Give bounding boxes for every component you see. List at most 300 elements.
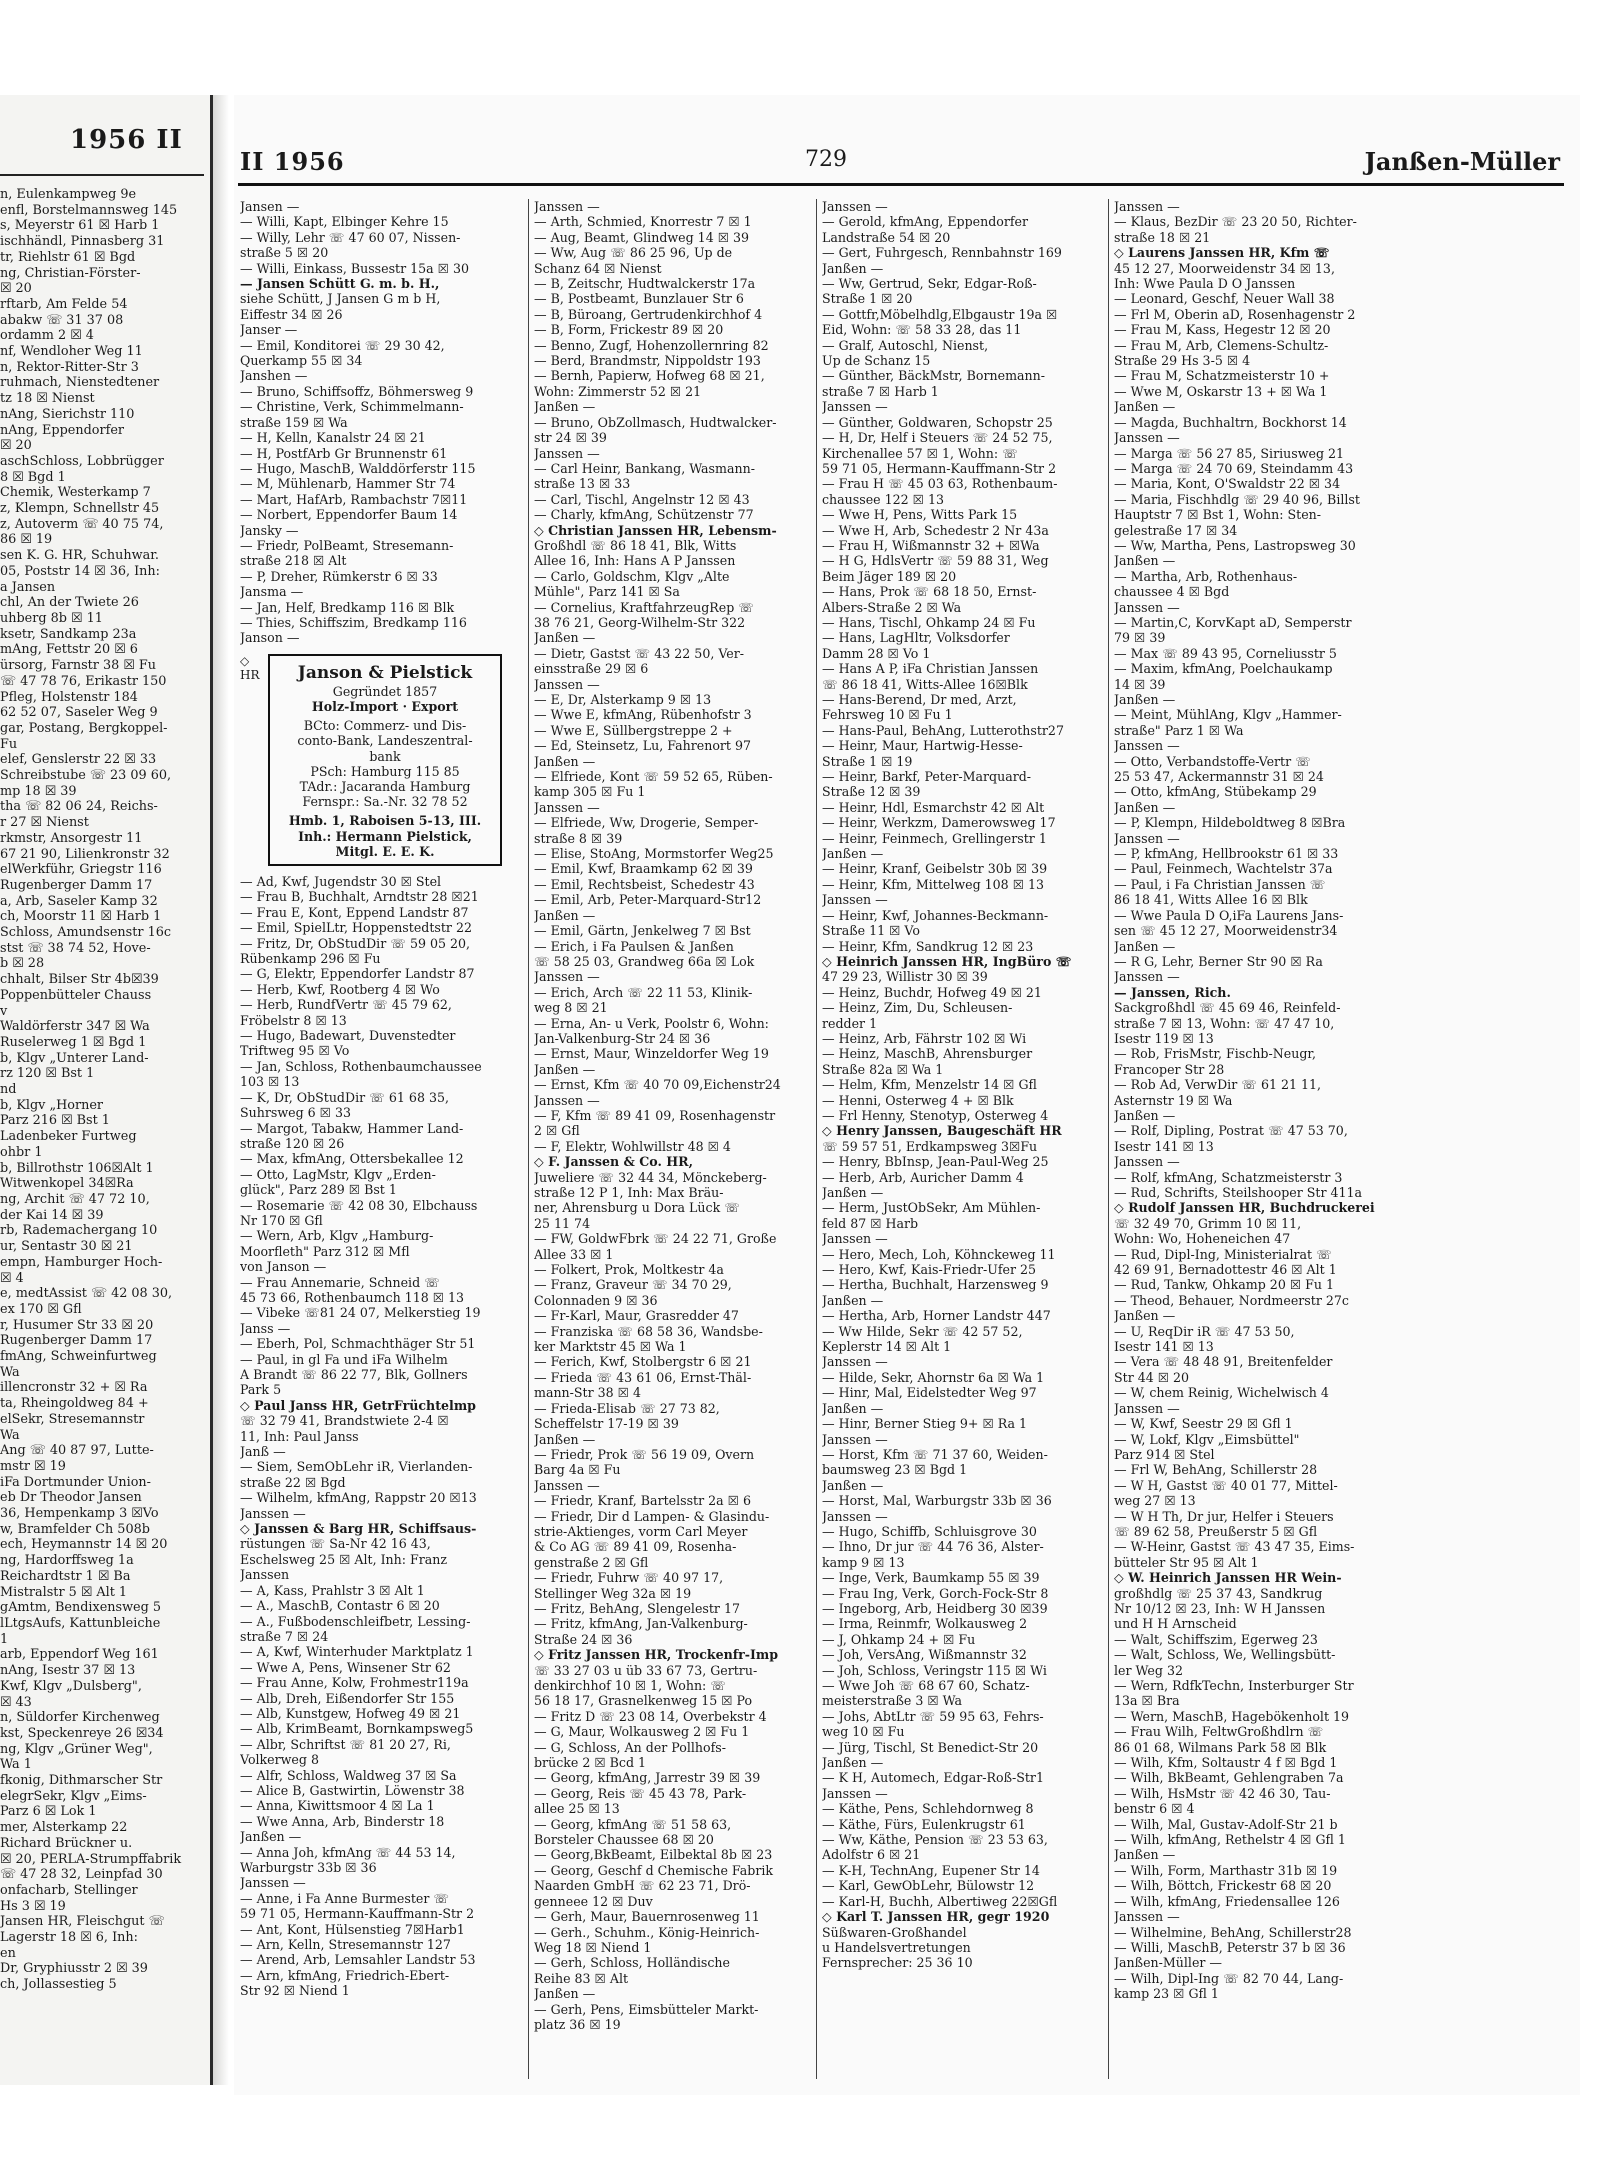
directory-entry: ☏ 47 28 32, Leinpfad 30 xyxy=(0,1867,163,1883)
directory-entry: — Ad, Kwf, Jugendstr 30 ☒ Stel xyxy=(240,874,442,890)
directory-entry: Janßen-Müller — xyxy=(1114,1955,1223,1971)
directory-entry: ☒ 20, PERLA-Strumpffabrik xyxy=(0,1851,182,1867)
directory-entry: — Max ☏ 89 43 95, Corneliusstr 5 xyxy=(1114,645,1337,661)
directory-entry: en xyxy=(0,1945,16,1961)
directory-entry: — Käthe, Fürs, Eulenkrugstr 61 xyxy=(822,1816,1026,1832)
directory-entry: ner, Ahrensburg u Dora Lück ☏ xyxy=(534,1200,740,1216)
directory-entry: ohbr 1 xyxy=(0,1144,43,1160)
page-year: II 1956 xyxy=(240,147,345,176)
directory-entry: — Ferich, Kwf, Stolbergstr 6 ☒ 21 xyxy=(534,1354,752,1370)
directory-entry: nAng, Eppendorfer xyxy=(0,422,125,438)
directory-entry: Schloss, Amundsenstr 16c xyxy=(0,925,172,941)
directory-entry: Naarden GmbH ☏ 62 23 71, Drö- xyxy=(534,1878,751,1894)
directory-entry: 13a ☒ Bra xyxy=(1114,1693,1180,1709)
directory-entry: ◇ Paul Janss HR, GetrFrüchtelmp xyxy=(240,1397,476,1413)
directory-entry: — Dietr, Gastst ☏ 43 22 50, Ver- xyxy=(534,645,745,661)
directory-entry: — Rob Ad, VerwDir ☏ 61 21 11, xyxy=(1114,1077,1322,1093)
directory-entry: — Alice B, Gastwirtin, Löwenstr 38 xyxy=(240,1782,465,1798)
directory-entry: Rübenkamp 296 ☒ Fu xyxy=(240,951,381,967)
directory-entry: — W, Lokf, Klgv „Eimsbüttel" xyxy=(1114,1431,1300,1447)
directory-entry: Colonnaden 9 ☒ 36 xyxy=(534,1292,658,1308)
directory-entry: benstr 6 ☒ 4 xyxy=(1114,1801,1195,1817)
directory-entry: Kwf, Klgv „Dulsberg", xyxy=(0,1678,142,1694)
directory-entry: Großhdl ☏ 86 18 41, Blk, Witts xyxy=(534,537,737,553)
directory-entry: Janssen — xyxy=(1114,969,1180,985)
directory-entry: — Gerh., Schuhm., König-Heinrich- xyxy=(534,1924,760,1940)
directory-entry: ◇ W. Heinrich Janssen HR Wein- xyxy=(1114,1570,1342,1586)
directory-entry: — Irma, Reinmfr, Wolkausweg 2 xyxy=(822,1616,1028,1632)
directory-entry: straße 120 ☒ 26 xyxy=(240,1135,345,1151)
directory-entry: Janßen — xyxy=(1114,1107,1176,1123)
directory-entry: Park 5 xyxy=(240,1382,282,1398)
directory-entry: Jan-Valkenburg-Str 24 ☒ 36 xyxy=(534,1030,711,1046)
directory-entry: — Bruno, ObZollmasch, Hudtwalcker- xyxy=(534,414,777,430)
directory-entry: — Ed, Steinsetz, Lu, Fahrenort 97 xyxy=(534,738,752,754)
directory-entry: — Georg, Reis ☏ 45 43 78, Park- xyxy=(534,1785,747,1801)
directory-entry: — Karl-H, Buchh, Albertiweg 22☒Gfl xyxy=(822,1893,1058,1909)
directory-entry: elSekr, Stresemannstr xyxy=(0,1411,145,1427)
directory-entry: — Hinr, Mal, Eidelstedter Weg 97 xyxy=(822,1385,1037,1401)
directory-entry: — M, Mühlenarb, Hammer Str 74 xyxy=(240,476,456,492)
directory-entry: — Willi, Kapt, Elbinger Kehre 15 xyxy=(240,214,449,230)
directory-entry: rüstungen ☏ Sa-Nr 42 16 43, xyxy=(240,1536,431,1552)
directory-entry: ☏ 86 18 41, Witts-Allee 16☒Blk xyxy=(822,676,1028,692)
directory-entry: Wohn: Wo, Hoheneichen 47 xyxy=(1114,1231,1291,1247)
directory-entry: — F, Elektr, Wohlwillstr 48 ☒ 4 xyxy=(534,1138,731,1154)
directory-entry: — Wwe H, Pens, Witts Park 15 xyxy=(822,507,1018,523)
directory-entry: — W H Th, Dr jur, Helfer i Steuers xyxy=(1114,1508,1334,1524)
directory-entry: ng, Christian-Förster- xyxy=(0,265,141,281)
directory-entry: gar, Postang, Bergkoppel- xyxy=(0,720,168,736)
directory-entry: Str 92 ☒ Niend 1 xyxy=(240,1983,350,1999)
directory-entry: — Alfr, Schloss, Waldweg 37 ☒ Sa xyxy=(240,1767,457,1783)
directory-entry: ☏ 47 78 76, Erikastr 150 xyxy=(0,673,167,689)
directory-entry: — R G, Lehr, Berner Str 90 ☒ Ra xyxy=(1114,953,1323,969)
directory-entry: Up de Schanz 15 xyxy=(822,353,931,369)
directory-entry: — Heinr, Kfm, Mittelweg 108 ☒ 13 xyxy=(822,876,1045,892)
directory-entry: chaussee 4 ☒ Bgd xyxy=(1114,584,1230,600)
directory-entry: — Emil, Arb, Peter-Marquard-Str12 xyxy=(534,892,762,908)
directory-entry: straße 8 ☒ 39 xyxy=(534,830,623,846)
directory-entry: Inh: Wwe Paula D O Janssen xyxy=(1114,276,1296,292)
directory-entry: ◇ Rudolf Janssen HR, Buchdruckerei xyxy=(1114,1200,1375,1216)
directory-entry: — Anna, Kiwittsmoor 4 ☒ La 1 xyxy=(240,1798,435,1814)
directory-entry: elWerkführ, Griegstr 116 xyxy=(0,862,162,878)
directory-entry: — Eberh, Pol, Schmachthäger Str 51 xyxy=(240,1336,476,1352)
directory-entry: Rugenberger Damm 17 xyxy=(0,877,153,893)
directory-entry: — Erich, Arch ☏ 22 11 53, Klinik- xyxy=(534,984,753,1000)
directory-entry: Janßen — xyxy=(534,1431,596,1447)
directory-entry: ürsorg, Farnstr 38 ☒ Fu xyxy=(0,658,156,674)
directory-entry: — Frl Henny, Stenotyp, Osterweg 4 xyxy=(822,1107,1049,1123)
directory-entry: Wa 1 xyxy=(0,1757,32,1773)
directory-entry: — Maxim, kfmAng, Poelchaukamp xyxy=(1114,661,1333,677)
directory-entry: — Alb, Kunstgew, Hofweg 49 ☒ 21 xyxy=(240,1705,461,1721)
directory-entry: Volkerweg 8 xyxy=(240,1752,319,1768)
directory-entry: 59 71 05, Hermann-Kauffmann-Str 2 xyxy=(822,460,1057,476)
directory-entry: — Heinz, Arb, Fährstr 102 ☒ Wi xyxy=(822,1030,1027,1046)
directory-entry: — Cornelius, KraftfahrzeugRep ☏ xyxy=(534,599,755,615)
directory-entry: Isestr 119 ☒ 13 xyxy=(1114,1030,1214,1046)
directory-entry: — Elfriede, Kont ☏ 59 52 65, Rüben- xyxy=(534,769,773,785)
directory-entry: Janßen — xyxy=(822,1400,884,1416)
directory-entry: — H, Kelln, Kanalstr 24 ☒ 21 xyxy=(240,430,426,446)
ad-company-name: Janson & Pielstick xyxy=(297,662,473,683)
directory-entry: Janssen — xyxy=(1114,430,1180,446)
directory-entry: — Heinz, Zim, Du, Schleusen- xyxy=(822,1000,1013,1016)
directory-entry: straße 22 ☒ Bgd xyxy=(240,1474,346,1490)
column-1-entries-bottom xyxy=(240,874,520,1999)
directory-entry: Lagerstr 18 ☒ 6, Inh: xyxy=(0,1930,138,1946)
directory-entry: enfl, Borstelmannsweg 145 xyxy=(0,202,178,218)
directory-entry: — Rolf, Dipling, Postrat ☏ 47 53 70, xyxy=(1114,1123,1348,1139)
directory-entry: — Frau M, Arb, Clemens-Schultz- xyxy=(1114,337,1329,353)
directory-entry: — Heinr, Kranf, Geibelstr 30b ☒ 39 xyxy=(822,861,1048,877)
directory-entry: — Frau M, Schatzmeisterstr 10 + xyxy=(1114,368,1330,384)
directory-entry: ex 170 ☒ Gfl xyxy=(0,1301,82,1317)
directory-entry: 11, Inh: Paul Janss xyxy=(240,1428,359,1444)
directory-entry: — Heinz, MaschB, Ahrensburger xyxy=(822,1046,1033,1062)
directory-entry: Janssen — xyxy=(534,445,600,461)
directory-entry: — Hans, Tischl, Ohkamp 24 ☒ Fu xyxy=(822,614,1036,630)
directory-entry: Borsteler Chaussee 68 ☒ 20 xyxy=(534,1832,714,1848)
directory-entry: 45 73 66, Rothenbaumch 118 ☒ 13 xyxy=(240,1289,465,1305)
directory-entry: — P, Klempn, Hildeboldtweg 8 ☒Bra xyxy=(1114,815,1346,831)
directory-entry: — Hertha, Buchhalt, Harzensweg 9 xyxy=(822,1277,1049,1293)
directory-entry: — Otto, kfmAng, Stübekamp 29 xyxy=(1114,784,1317,800)
directory-entry: Triftweg 95 ☒ Vo xyxy=(240,1043,350,1059)
directory-entry: — Elise, StoAng, Mormstorfer Weg25 xyxy=(534,846,774,862)
directory-entry: z, Klempn, Schnellstr 45 xyxy=(0,501,160,517)
directory-entry: Dr, Gryphiusstr 2 ☒ 39 xyxy=(0,1961,148,1977)
header-rule xyxy=(238,183,1564,186)
directory-entry: — Friedr, Kranf, Bartelsstr 2a ☒ 6 xyxy=(534,1493,751,1509)
ad-telegram: TAdr.: Jacaranda Hamburg xyxy=(299,779,471,794)
directory-entry: r 27 ☒ Nienst xyxy=(0,815,89,831)
directory-entry: kst, Speckenreye 26 ☒34 xyxy=(0,1725,164,1741)
directory-entry: Reichardtstr 1 ☒ Ba xyxy=(0,1568,131,1584)
directory-entry: ruhmach, Nienstedtener xyxy=(0,375,160,391)
directory-entry: gelestraße 17 ☒ 34 xyxy=(1114,522,1238,538)
directory-entry: Janssen — xyxy=(1114,599,1180,615)
directory-entry: — Arn, kfmAng, Friedrich-Ebert- xyxy=(240,1967,450,1983)
directory-entry: Parz 6 ☒ Lok 1 xyxy=(0,1804,97,1820)
directory-entry: ☒ 43 xyxy=(0,1694,32,1710)
directory-entry: Pfleg, Holstenstr 184 xyxy=(0,689,138,705)
directory-entry: z, Autoverm ☏ 40 75 74, xyxy=(0,516,164,532)
directory-entry: Janßen — xyxy=(822,1477,884,1493)
directory-entry: ker Marktstr 45 ☒ Wa 1 xyxy=(534,1339,687,1355)
directory-entry: ng, Hardorffsweg 1a xyxy=(0,1553,134,1569)
column-divider xyxy=(1108,199,1109,2079)
directory-entry: rz 120 ☒ Bst 1 xyxy=(0,1066,95,1082)
directory-entry: — Arend, Arb, Lemsahler Landstr 53 xyxy=(240,1952,476,1968)
directory-entry: — Wwe E, Süllbergstreppe 2 + xyxy=(534,722,733,738)
directory-entry: — K, Dr, ObStudDir ☏ 61 68 35, xyxy=(240,1089,449,1105)
directory-entry: — Friedr, Dir d Lampen- & Glasindu- xyxy=(534,1508,770,1524)
directory-entry: — Hero, Mech, Loh, Köhnckeweg 11 xyxy=(822,1246,1056,1262)
directory-entry: 36, Hempenkamp 3 ☒Vo xyxy=(0,1506,159,1522)
directory-entry: — Elfriede, Ww, Drogerie, Semper- xyxy=(534,815,759,831)
directory-entry: — Heinz, Buchdr, Hofweg 49 ☒ 21 xyxy=(822,984,1042,1000)
directory-entry: — Albr, Schriftst ☏ 81 20 27, Ri, xyxy=(240,1736,451,1752)
directory-entry: Poppenbütteler Chauss xyxy=(0,987,152,1003)
directory-entry: — Hugo, Schiffb, Schluisgrove 30 xyxy=(822,1523,1037,1539)
directory-entry: — Emil, Rechtsbeist, Schedestr 43 xyxy=(534,876,755,892)
directory-entry: Janssen — xyxy=(1114,199,1180,214)
directory-entry: abakw ☏ 31 37 08 xyxy=(0,312,124,328)
directory-entry: fkonig, Dithmarscher Str xyxy=(0,1773,163,1789)
directory-entry: — Wilh, Kfm, Soltaustr 4 f ☒ Bgd 1 xyxy=(1114,1755,1338,1771)
directory-entry: strie-Aktienges, vorm Carl Meyer xyxy=(534,1523,748,1539)
directory-entry: — Johs, AbtLtr ☏ 59 95 63, Fehrs- xyxy=(822,1708,1044,1724)
directory-entry: brücke 2 ☒ Bcd 1 xyxy=(534,1755,647,1771)
directory-entry: ur, Sentastr 30 ☒ 21 xyxy=(0,1239,133,1255)
directory-entry: Waldörferstr 347 ☒ Wa xyxy=(0,1019,150,1035)
directory-entry: — Heinr, Werkzm, Damerowsweg 17 xyxy=(822,815,1056,831)
directory-entry: — Franziska ☏ 68 58 36, Wandsbe- xyxy=(534,1323,763,1339)
directory-entry: — Heinr, Feinmech, Grellingerstr 1 xyxy=(822,830,1047,846)
directory-entry: ☏ 59 57 51, Erdkampsweg 3☒Fu xyxy=(822,1138,1038,1154)
directory-entry: — Wwe H, Arb, Schedestr 2 Nr 43a xyxy=(822,522,1049,538)
directory-entry: — Ww, Gertrud, Sekr, Edgar-Roß- xyxy=(822,276,1037,292)
directory-entry: — Otto, Verbandstoffe-Vertr ☏ xyxy=(1114,753,1311,769)
directory-entry: — Bruno, Schiffsoffz, Böhmersweg 9 xyxy=(240,383,474,399)
directory-entry: Straße 29 Hs 3-5 ☒ 4 xyxy=(1114,353,1251,369)
directory-entry: — Hugo, MaschB, Walddörferstr 115 xyxy=(240,460,476,476)
directory-entry: — Gert, Fuhrgesch, Rennbahnstr 169 xyxy=(822,245,1062,261)
directory-entry: tr, Riehlstr 61 ☒ Bgd xyxy=(0,249,136,265)
directory-entry: empn, Hamburger Hoch- xyxy=(0,1254,163,1270)
directory-entry: Albers-Straße 2 ☒ Wa xyxy=(822,599,962,615)
directory-entry: Janßen — xyxy=(1114,938,1176,954)
directory-entry: — Janssen, Rich. xyxy=(1114,984,1231,1000)
directory-entry: — Wwe E, kfmAng, Rübenhofstr 3 xyxy=(534,707,752,723)
directory-entry: — Ernst, Kfm ☏ 40 70 09,Eichenstr24 xyxy=(534,1077,781,1093)
directory-entry: — Frl M, Oberin aD, Rosenhagenstr 2 xyxy=(1114,306,1356,322)
directory-entry: — Willy, Lehr ☏ 47 60 07, Nissen- xyxy=(240,229,461,245)
column-divider xyxy=(528,199,529,2079)
directory-entry: n, Rektor-Ritter-Str 3 xyxy=(0,359,139,375)
directory-entry: Fernsprecher: 25 36 10 xyxy=(822,1955,973,1971)
directory-entry: — Rosemarie ☏ 42 08 30, Elbchauss xyxy=(240,1197,478,1213)
ad-box xyxy=(268,654,502,866)
directory-entry: rkmstr, Ansorgestr 11 xyxy=(0,830,143,846)
directory-entry: Isestr 141 ☒ 13 xyxy=(1114,1339,1214,1355)
directory-entry: platz 36 ☒ 19 xyxy=(534,2016,621,2032)
directory-entry: gAmtm, Bendixensweg 5 xyxy=(0,1600,162,1616)
directory-entry: Eiffestr 34 ☒ 26 xyxy=(240,306,343,322)
directory-entry: genstraße 2 ☒ Gfl xyxy=(534,1554,649,1570)
directory-entry: ☏ 89 62 58, Preußerstr 5 ☒ Gfl xyxy=(1114,1523,1318,1539)
directory-entry: Juweliere ☏ 32 44 34, Mönckeberg- xyxy=(534,1169,767,1185)
directory-entry: Witwenkopel 34☒Ra xyxy=(0,1176,134,1192)
directory-entry: & Co AG ☏ 89 41 09, Rosenha- xyxy=(534,1539,737,1555)
directory-entry: 1 xyxy=(0,1631,9,1647)
directory-entry: — E, Dr, Alsterkamp 9 ☒ 13 xyxy=(534,692,712,707)
directory-entry: weg 27 ☒ 13 xyxy=(1114,1493,1196,1509)
directory-entry: Reihe 83 ☒ Alt xyxy=(534,1970,629,1986)
directory-entry: Querkamp 55 ☒ 34 xyxy=(240,353,363,369)
directory-entry: — Frau Wilh, FeltwGroßhdlrn ☏ xyxy=(1114,1724,1324,1740)
directory-entry: — Ingeborg, Arb, Heidberg 30 ☒39 xyxy=(822,1600,1048,1616)
directory-entry: — Günther, Goldwaren, Schopstr 25 xyxy=(822,414,1053,430)
directory-entry: — U, ReqDir iR ☏ 47 53 50, xyxy=(1114,1323,1295,1339)
directory-entry: und H H Arnscheid xyxy=(1114,1616,1237,1632)
directory-entry: — Arth, Schmied, Knorrestr 7 ☒ 1 xyxy=(534,214,752,230)
directory-entry: von Janson — xyxy=(240,1259,327,1275)
directory-entry: — Theod, Behauer, Nordmeerstr 27c xyxy=(1114,1292,1349,1308)
directory-entry: Janßen — xyxy=(1114,1308,1176,1324)
directory-entry: — Herm, JustObSekr, Am Mühlen- xyxy=(822,1200,1041,1216)
directory-entry: a Jansen xyxy=(0,579,56,595)
directory-entry: ksetr, Sandkamp 23a xyxy=(0,626,137,642)
directory-entry: — Herb, Arb, Auricher Damm 4 xyxy=(822,1169,1024,1185)
directory-entry: straße 218 ☒ Alt xyxy=(240,553,347,569)
directory-column-3 xyxy=(822,199,1102,1971)
directory-entry: — B, Zeitschr, Hudtwalckerstr 17a xyxy=(534,276,756,292)
directory-entry: Janssen — xyxy=(822,1785,888,1801)
directory-entry: — Fritz D ☏ 23 08 14, Overbekstr 4 xyxy=(534,1708,767,1724)
column-divider xyxy=(816,199,817,2079)
directory-entry: — Wilh, BkBeamt, Gehlengraben 7a xyxy=(1114,1770,1344,1786)
directory-entry: Eid, Wohn: ☏ 58 33 28, das 11 xyxy=(822,322,1022,338)
directory-entry: Hauptstr 7 ☒ Bst 1, Wohn: Sten- xyxy=(1114,507,1322,523)
directory-entry: — Siem, SemObLehr iR, Vierlanden- xyxy=(240,1459,473,1475)
directory-entry: mstr ☒ 19 xyxy=(0,1458,66,1474)
directory-entry: ◇ Karl T. Janssen HR, gegr 1920 xyxy=(822,1909,1050,1925)
directory-entry: tha ☏ 82 06 24, Reichs- xyxy=(0,799,158,815)
directory-entry: denkirchhof 10 ☒ 1, Wohn: ☏ xyxy=(534,1678,727,1693)
directory-entry: — F, Kfm ☏ 89 41 09, Rosenhagenstr xyxy=(534,1107,776,1123)
directory-entry: — Gottfr,Möbelhdlg,Elbgaustr 19a ☒ xyxy=(822,306,1058,322)
directory-entry: Wohn: Zimmerstr 52 ☒ 21 xyxy=(534,383,702,399)
directory-entry: — Franz, Graveur ☏ 34 70 29, xyxy=(534,1277,732,1293)
directory-entry: ta, Rheingoldweg 84 + xyxy=(0,1396,149,1412)
directory-entry: — Folkert, Prok, Moltkestr 4a xyxy=(534,1262,724,1278)
directory-entry: Janßen — xyxy=(1114,399,1176,415)
directory-entry: Janssen — xyxy=(534,969,600,985)
directory-entry: — Friedr, Prok ☏ 56 19 09, Overn xyxy=(534,1446,755,1462)
directory-entry: — Frieda ☏ 43 61 06, Ernst-Thäl- xyxy=(534,1369,752,1385)
directory-entry: — Wwe A, Pens, Winsener Str 62 xyxy=(240,1659,451,1675)
directory-entry: Janser — xyxy=(240,322,298,338)
directory-entry: — G, Elektr, Eppendorfer Landstr 87 xyxy=(240,966,475,982)
directory-entry: — Anne, i Fa Anne Burmester ☏ xyxy=(240,1890,450,1906)
directory-entry: ☏ 32 49 70, Grimm 10 ☒ 11, xyxy=(1114,1215,1302,1231)
directory-entry: Janssen — xyxy=(1114,1154,1180,1170)
directory-entry: — Wilhelmine, BehAng, Schillerstr28 xyxy=(1114,1924,1352,1940)
directory-entry: großhdlg ☏ 25 37 43, Sandkrug xyxy=(1114,1585,1323,1601)
directory-entry: — Jansen Schütt G. m. b. H., xyxy=(240,276,440,292)
directory-entry: Janßen — xyxy=(1114,553,1176,569)
directory-entry: — Hans, LagHltr, Volksdorfer xyxy=(822,630,1010,646)
directory-entry: — Fritz, BehAng, Slengelestr 17 xyxy=(534,1600,740,1616)
directory-entry: — Friedr, Fuhrw ☏ 40 97 17, xyxy=(534,1570,724,1586)
directory-entry: — Ww, Martha, Pens, Lastropsweg 30 xyxy=(1114,537,1356,553)
directory-entry: — Paul, i Fa Christian Janssen ☏ xyxy=(1114,876,1326,892)
directory-entry: rb, Rademachergang 10 xyxy=(0,1223,158,1239)
directory-entry: — W-Heinr, Gastst ☏ 43 47 35, Eims- xyxy=(1114,1539,1355,1555)
directory-entry: ◇ Christian Janssen HR, Lebensm- xyxy=(534,522,777,538)
ad-bank: BCto: Commerz- und Dis- xyxy=(303,718,467,734)
directory-entry: — Carlo, Goldschm, Klgv „Alte xyxy=(534,568,730,584)
directory-entry: 86 01 68, Wilmans Park 58 ☒ Blk xyxy=(1114,1739,1327,1755)
directory-entry: Straße 11 ☒ Vo xyxy=(822,923,920,939)
directory-entry: ischhändl, Pinnasberg 31 xyxy=(0,234,165,250)
directory-entry: — B, Form, Frickestr 89 ☒ 20 xyxy=(534,322,724,338)
directory-entry: Janßen — xyxy=(1114,799,1176,815)
directory-entry: nAng, Isestr 37 ☒ 13 xyxy=(0,1663,136,1679)
directory-entry: — Heinr, Hdl, Esmarchstr 42 ☒ Alt xyxy=(822,799,1045,815)
directory-entry: redder 1 xyxy=(822,1015,878,1031)
directory-entry: Janssen — xyxy=(240,1875,306,1891)
directory-entry: Janssen xyxy=(240,1567,290,1583)
directory-entry: — Arn, Kelln, Stresemannstr 127 xyxy=(240,1937,451,1953)
directory-entry: — Frl W, BehAng, Schillerstr 28 xyxy=(1114,1462,1318,1478)
directory-entry: n, Eulenkampweg 9e xyxy=(0,187,137,202)
ad-phone: Fernspr.: Sa.-Nr. 32 78 52 xyxy=(302,794,468,810)
directory-entry: straße" Parz 1 ☒ Wa xyxy=(1114,722,1244,738)
directory-entry: ◇ Fritz Janssen HR, Trockenfr-Imp xyxy=(534,1647,779,1663)
directory-entry: Straße 82a ☒ Wa 1 xyxy=(822,1061,944,1077)
directory-entry: — Fritz, Dr, ObStudDir ☏ 59 05 20, xyxy=(240,935,471,951)
directory-entry: — Emil, Gärtn, Jenkelweg 7 ☒ Bst xyxy=(534,923,751,939)
directory-entry: rftarb, Am Felde 54 xyxy=(0,296,128,312)
directory-entry: 59 71 05, Hermann-Kauffmann-Str 2 xyxy=(240,1906,475,1922)
directory-entry: Mühle", Parz 141 ☒ Sa xyxy=(534,584,680,600)
directory-entry: A Brandt ☏ 86 22 77, Blk, Gollners xyxy=(240,1367,468,1383)
directory-entry: Damm 28 ☒ Vo 1 xyxy=(822,645,931,661)
directory-entry: Janßen — xyxy=(822,1755,884,1771)
previous-page-entries xyxy=(0,187,210,1993)
directory-entry: nd xyxy=(0,1082,17,1098)
directory-entry: Hs 3 ☒ 19 xyxy=(0,1898,66,1914)
directory-column-1 xyxy=(240,199,520,1999)
directory-entry: lLtgsAufs, Kattunbleiche xyxy=(0,1615,161,1631)
directory-entry: 25 11 74 xyxy=(534,1215,591,1231)
directory-entry: Parz 216 ☒ Bst 1 xyxy=(0,1113,110,1129)
directory-entry: — Paul, Feinmech, Wachtelstr 37a xyxy=(1114,861,1333,877)
directory-entry: 42 69 91, Bernadottestr 46 ☒ Alt 1 xyxy=(1114,1262,1337,1278)
directory-entry: sen ☏ 45 12 27, Moorweidenstr34 xyxy=(1114,923,1338,939)
directory-entry: — Herb, RundfVertr ☏ 45 79 62, xyxy=(240,997,452,1013)
directory-entry: Ang ☏ 40 87 97, Lutte- xyxy=(0,1443,154,1459)
directory-entry: — Horst, Mal, Warburgstr 33b ☒ 36 xyxy=(822,1493,1052,1509)
ad-founded: Gegründet 1857 xyxy=(332,683,438,699)
directory-entry: — Hans A P, iFa Christian Janssen xyxy=(822,661,1039,677)
directory-entry: Janssen — xyxy=(534,1092,600,1108)
directory-entry: — Martha, Arb, Rothenhaus- xyxy=(1114,568,1298,584)
directory-entry: — Frau Annemarie, Schneid ☏ xyxy=(240,1274,440,1290)
directory-entry: — Jürg, Tischl, St Benedict-Str 20 xyxy=(822,1739,1039,1755)
directory-entry: — H G, HdlsVertr ☏ 59 88 31, Weg xyxy=(822,553,1049,569)
directory-entry: ng, Klgv „Grüner Weg", xyxy=(0,1741,153,1757)
directory-entry: — Marga ☏ 56 27 85, Siriusweg 21 xyxy=(1114,445,1345,461)
directory-entry: Janssen — xyxy=(1114,1400,1180,1416)
directory-entry: — G, Schloss, An der Pollhofs- xyxy=(534,1739,726,1755)
ad-membership: Mitgl. E. E. K. xyxy=(335,843,435,859)
directory-entry: — Bernh, Papierw, Hofweg 68 ☒ 21, xyxy=(534,368,765,384)
directory-entry: ng, Archit ☏ 47 72 10, xyxy=(0,1192,150,1207)
ad-bank-2: conto-Bank, Landeszentral- xyxy=(297,733,473,749)
directory-entry: illencronstr 32 + ☒ Ra xyxy=(0,1380,148,1396)
directory-entry: Parz 914 ☒ Stel xyxy=(1114,1446,1215,1462)
ad-address: Hmb. 1, Raboisen 5-13, III. xyxy=(288,813,482,829)
directory-entry: Straße 1 ☒ 20 xyxy=(822,291,913,307)
directory-entry: — Walt, Schloss, We, Wellingsbütt- xyxy=(1114,1647,1336,1663)
directory-entry: — Rob, FrisMstr, Fischb-Neugr, xyxy=(1114,1046,1317,1062)
